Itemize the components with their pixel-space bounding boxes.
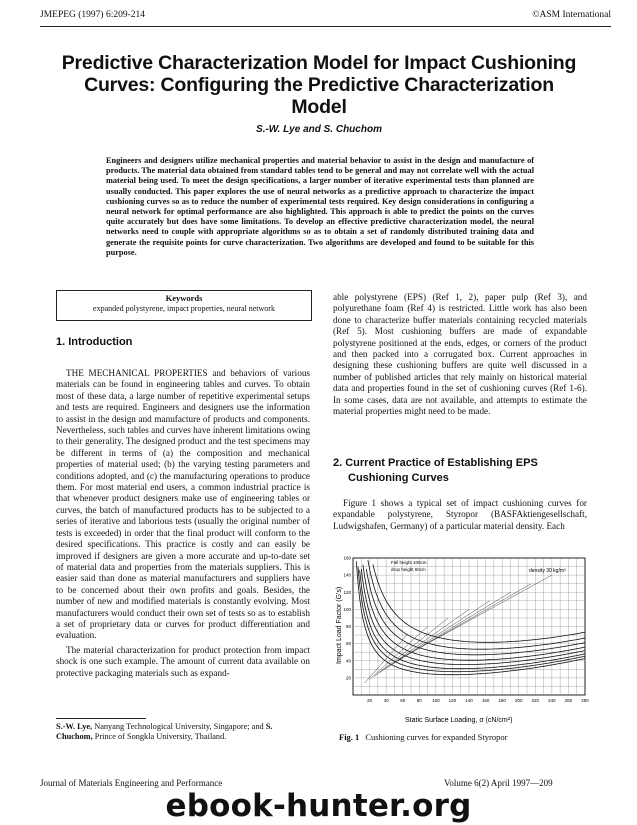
x-axis-label: Static Surface Loading, σ (cN/cm²) (405, 717, 513, 724)
x-tick-label: 200 (514, 698, 523, 703)
density-annotation: density 30 kg/m³ (529, 568, 566, 574)
x-tick-label: 20 (367, 698, 373, 703)
paper-title: Predictive Characterization Model for Impact Cushioning Curves: Configuring the Predictive Characterization Model (61, 52, 577, 118)
x-tick-label: 160 (481, 698, 490, 703)
header-rule (40, 26, 611, 27)
intro-paragraph-2: The material characterization for product protection from impact shock is one such example. The amount of current data available on protective packaging materials such as expand- (56, 644, 310, 678)
figure-caption-text: Cushioning curves for expanded Styropor (365, 732, 508, 742)
section-heading-current-practice (333, 456, 538, 486)
x-tick-label: 280 (581, 698, 589, 703)
right-column-top (333, 292, 587, 417)
y-tick-label: 60 (345, 641, 351, 647)
page-footer: Volume 6(2) April 1997—209 (444, 778, 553, 788)
x-tick-label: 260 (564, 698, 573, 703)
legend-label-1: Fall height 100cm (391, 560, 427, 565)
y-tick-label: 40 (345, 658, 351, 664)
section-heading-introduction: 1. Introduction (56, 336, 133, 348)
footnote-author-2: S. Chuchom, (56, 722, 273, 741)
y-tick-label: 20 (345, 675, 351, 681)
keywords-title: Keywords (165, 293, 203, 303)
author-affiliations (56, 722, 310, 742)
x-tick-label: 80 (416, 698, 422, 703)
y-tick-label: 120 (343, 589, 351, 595)
footnote-affiliation-2: Prince of Songkla University, Thailand. (92, 732, 227, 741)
x-tick-labels (367, 698, 589, 703)
watermark-text: ebook-hunter.org (165, 788, 472, 824)
x-tick-label: 40 (383, 698, 389, 703)
y-tick-label: 160 (343, 555, 351, 561)
x-tick-label: 120 (448, 698, 457, 703)
keywords-text: expanded polystyrene, impact properties, neural network (93, 304, 275, 313)
y-tick-labels (343, 556, 351, 681)
figure-caption (339, 732, 507, 742)
x-tick-label: 60 (400, 698, 406, 703)
legend-label-2: drop height 60cm (391, 567, 426, 572)
x-tick-label: 100 (432, 698, 440, 703)
footnote-affiliation-1: Nanyang Technological University, Singapore; and (92, 722, 266, 731)
y-tick-label: 100 (343, 606, 351, 612)
figure-1-chart (333, 552, 593, 730)
authors: S.-W. Lye and S. Chuchom (256, 124, 382, 135)
section2-paragraph-1: Figure 1 shows a typical set of impact cushioning curves for expandable polystyrene, Styropor (BASFAktiengesellschaft, Ludwigshafen, Germany) of a particular material density. Each (333, 498, 587, 531)
journal-footer: Journal of Materials Engineering and Performance (40, 778, 223, 788)
y-tick-label: 140 (343, 572, 351, 578)
keywords-box (56, 290, 312, 321)
y-tick-label: 80 (345, 624, 351, 629)
x-tick-label: 140 (465, 698, 473, 703)
footnote-author-1: S.-W. Lye, (56, 722, 93, 731)
abstract: Engineers and designers utilize mechanical properties and material behavior to assist in the design and manufacture of products. The material data obtained from standard tables tend to be general and may not correlate well with the actual material being used. To meet the design specifications, a larger number of iterative experimental tests than planned are usually conducted. This paper explores the use of neural networks as a predictive approach to characterize the impact cushioning curves so as to reduce the number of experimental tests required. Key design considerations in configuring a neural network for optimal performance are also highlighted. This approach is able to predict the points on the curves quite accurately but does have some limitations. To develop an effective predictive characterization model, the neural networks need to couple with appropriate algorithms so as to obtain a set of randomly distributed training data and generate the requisite points for curve characterization. Two algorithms are developed and found to be suitable for this purpose. (106, 156, 534, 257)
section-heading-line-1: 2. Current Practice of Establishing EPS (333, 457, 538, 469)
right-column-mid (333, 498, 587, 532)
left-column (56, 368, 310, 679)
figure-label: Fig. 1 (339, 732, 360, 742)
x-tick-label: 240 (548, 698, 556, 703)
section-heading-line-2: Cushioning Curves (348, 472, 449, 484)
footnote-rule (56, 718, 146, 719)
right-paragraph-1: able polystyrene (EPS) (Ref 1, 2), paper pulp (Ref 3), and polyurethane foam (Ref 4) is restricted. Little work has also been done to characterize buffer materials containing recycled materials (Ref 5). Most cushioning buffers are made of expandable polystyrene positioned at the ends, edges, or corners of the product and then packed into a corrugated box. Current approaches in designing these cushioning buffers are quite well discussed in a number of published articles that rely mainly on historical material data and properties found in the set of cushioning curves (Ref 1-6). In some cases, data are not available, and attempts to estimate the material properties might need to be made. (333, 292, 587, 417)
y-axis-label: Impact Load Factor (G's) (336, 586, 343, 664)
x-tick-label: 180 (498, 698, 506, 703)
running-header-right: ©ASM International (532, 10, 611, 20)
intro-paragraph-1: THE MECHANICAL PROPERTIES and behaviors of various materials can be found in engineering tables and curves. To obtain most of these data, a large number of repetitive experimental setups and tests are required. Engineers and designers use the information to assist in the design and manufacture of products and components. Nevertheless, such tables and curves have inherent limitations owing to their generality. The designed product and the test specimens may be different in terms of (a) the composition and mechanical properties of material used; (b) the varying testing parameters and conditions adopted, and (c) the manufacturing operations to produce them. For most material end users, a common industrial practice is that whenever product designers make use of engineering tables or curves, the batch of manufactured products has to be subjected to a series of iterative and laborious tests (usually the original number of tests is exceeded) in order that the final product will conform to the desired specifications. This practice is costly and can easily be improved if designers are given a more accurate and up-to-date set of material data and properties from the materials suppliers. This is easier said than done as material manufacturers and suppliers have to be concerned about their own profits and goals. Besides, the number of new and modified materials is constantly evolving. Most manufacturers would conduct their own set of tests so as to establish a set of proprietary data or curves for product differentiation and evaluation. (56, 368, 310, 641)
running-header-left: JMEPEG (1997) 6:209-214 (40, 10, 146, 20)
x-tick-label: 220 (531, 698, 540, 703)
